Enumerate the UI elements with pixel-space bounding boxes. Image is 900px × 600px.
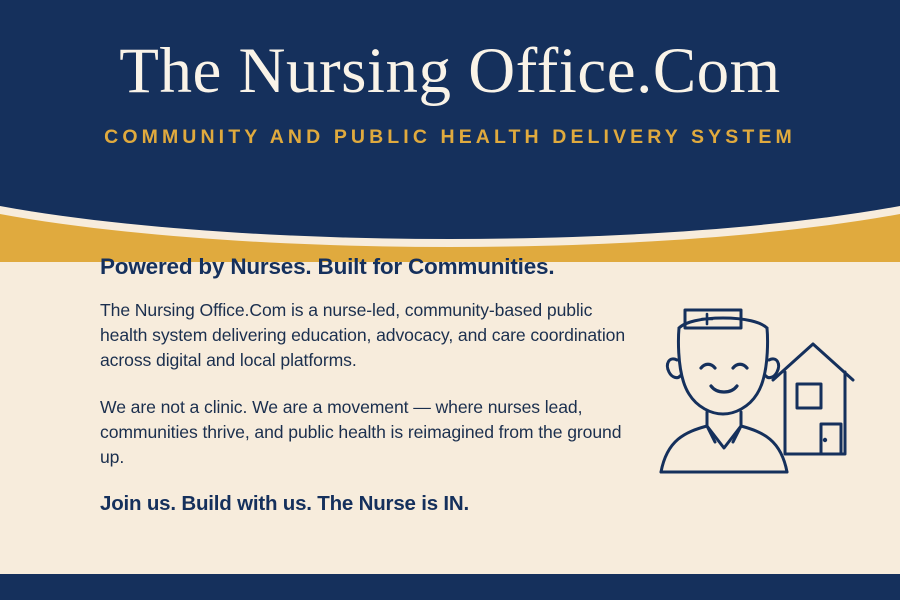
copy-block — [100, 254, 630, 516]
brand-tagline: COMMUNITY AND PUBLIC HEALTH DELIVERY SYSTEM — [104, 126, 796, 149]
call-to-action-text: Join us. Build with us. The Nurse is IN. — [100, 491, 470, 515]
page-title: The Nursing Office.Com — [119, 35, 781, 107]
footer-bar — [0, 574, 900, 600]
header-banner — [0, 0, 900, 262]
nurse-and-house-icon — [645, 276, 870, 491]
paragraph-1: The Nursing Office.Com is a nurse-led, community-based public health system delivering education, advocacy, and care coordination across digital and local platforms. — [100, 300, 626, 370]
paragraph-2: We are not a clinic. We are a movement — where nurses lead, communities thrive, and public health is reimagined from the ground up. — [100, 396, 622, 467]
main-content — [0, 248, 900, 600]
headline: Powered by Nurses. Built for Communities. — [100, 254, 555, 279]
